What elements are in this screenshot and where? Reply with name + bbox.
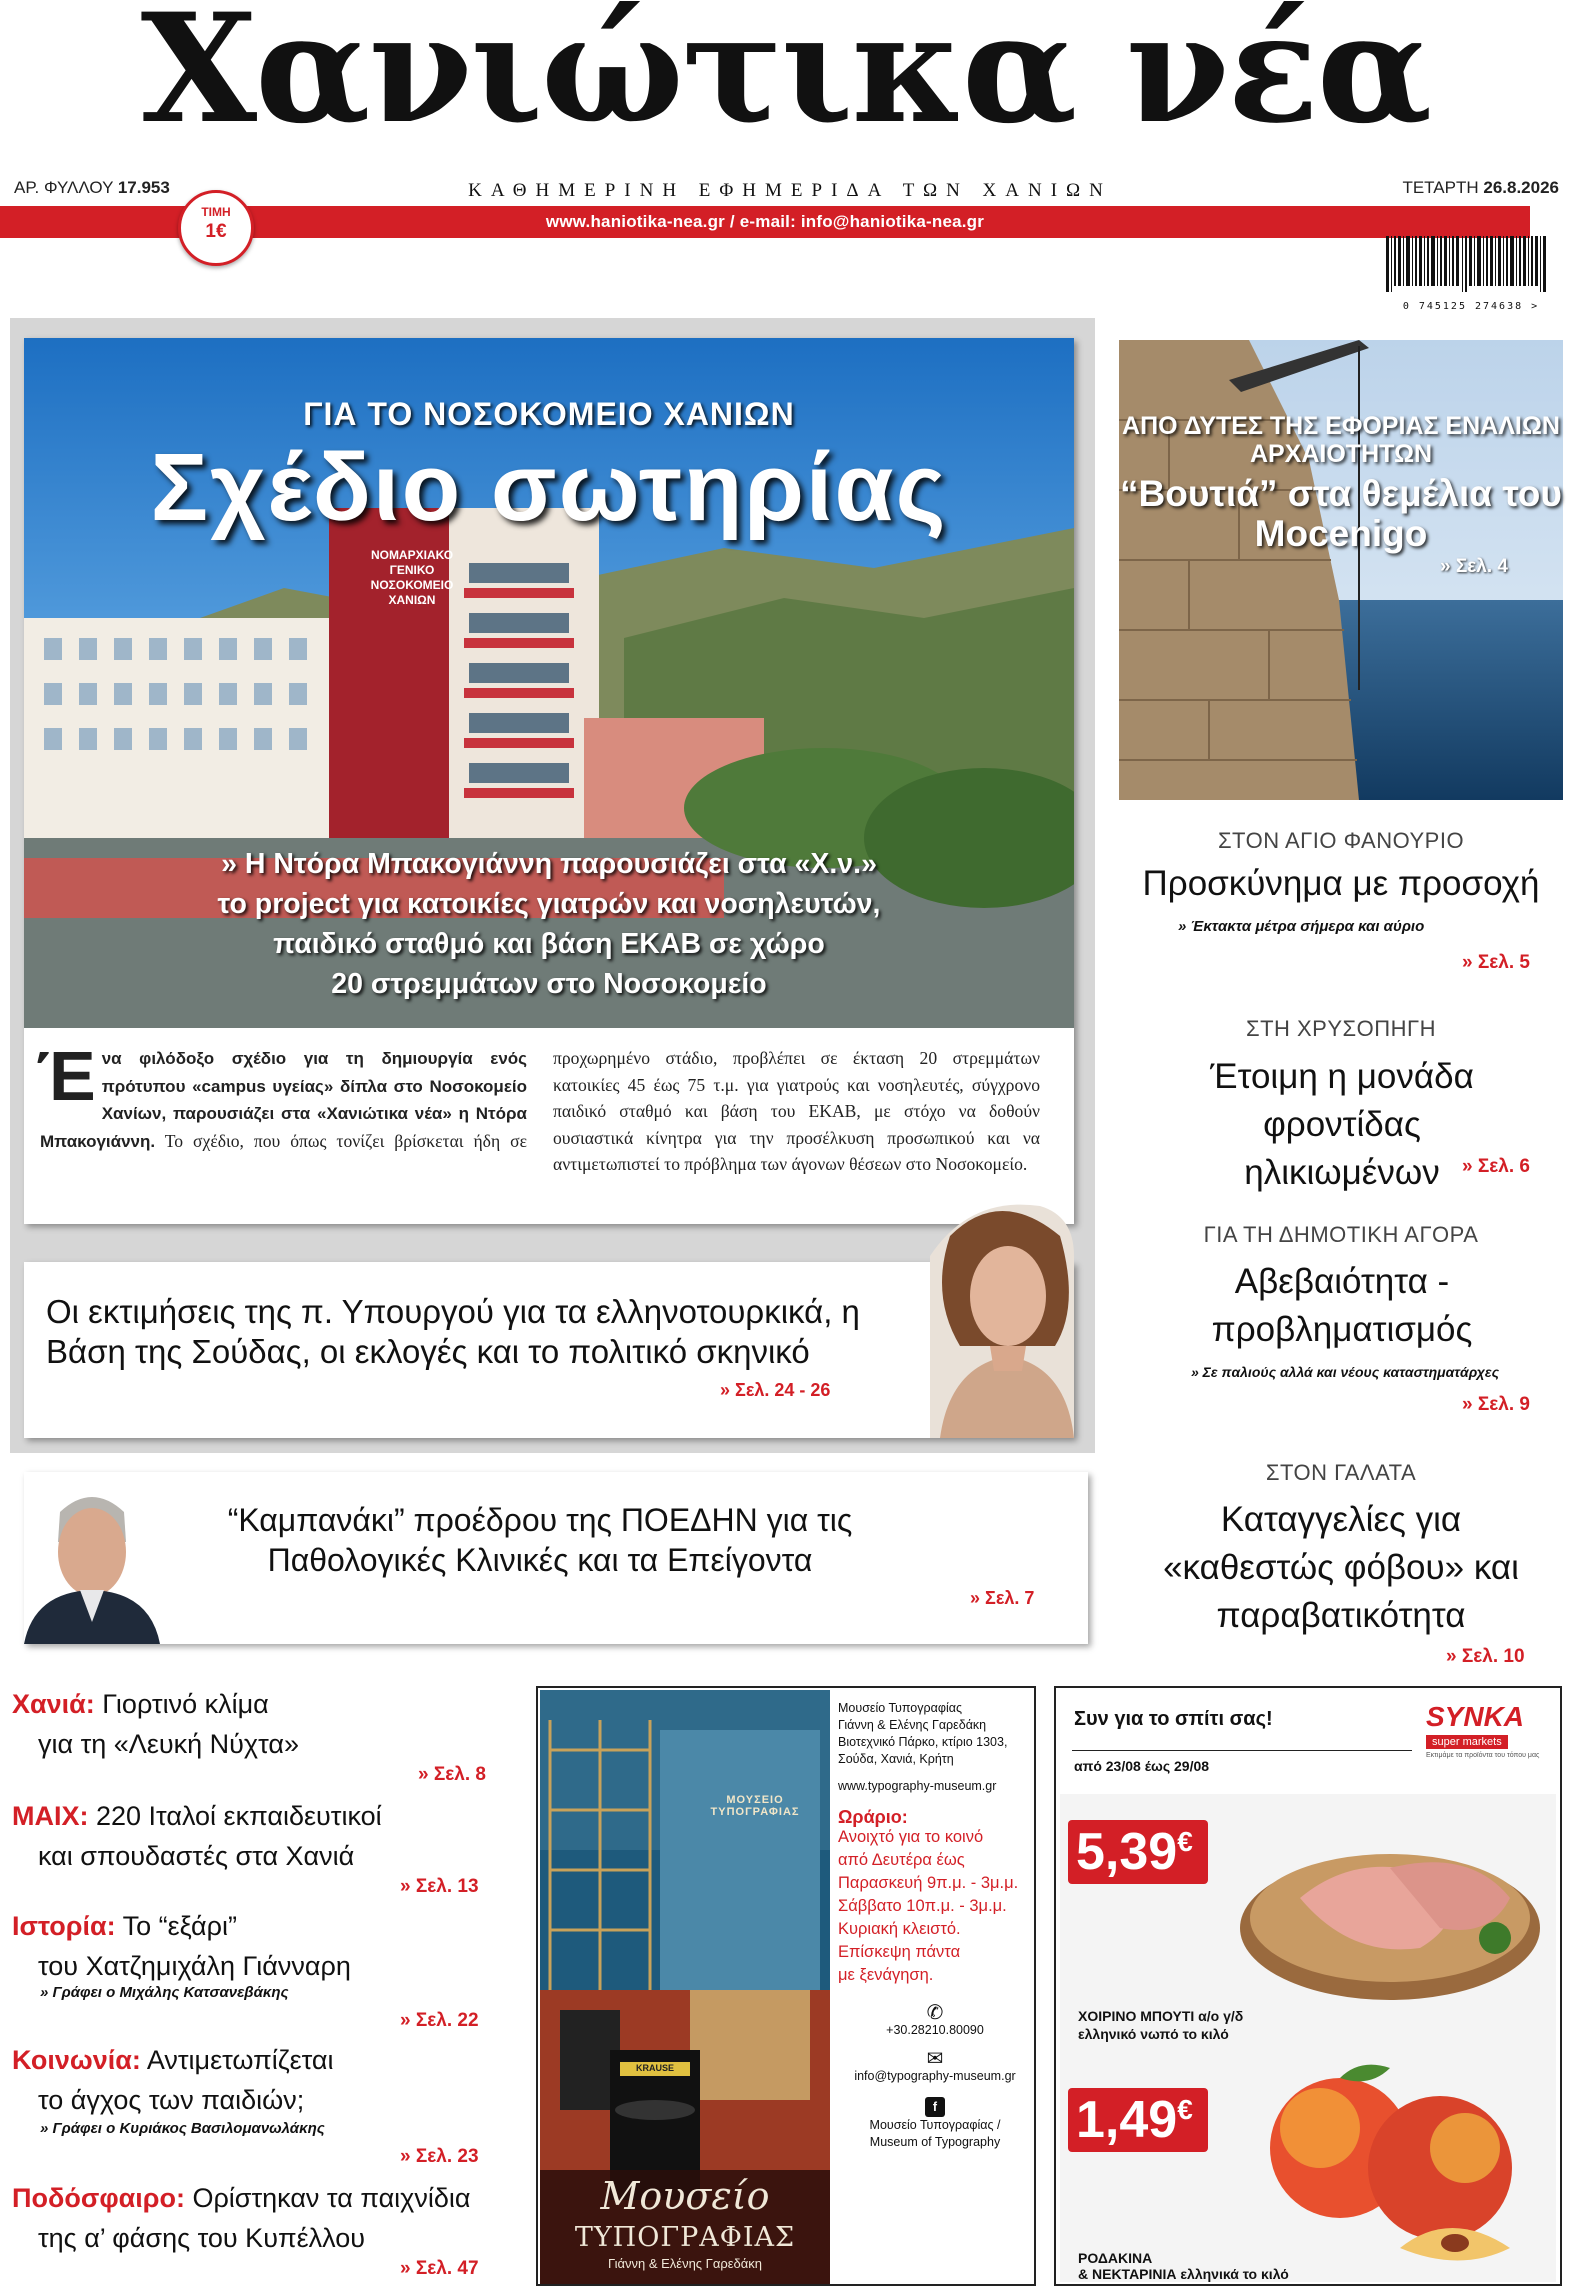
- main-lead: να φιλόδοξο σχέδιο για τη δημιουργία ενός πρότυπου «campus υγείας» δίπλα στο Νοσοκομείο Χανίων, παρουσιάζει στα «Χανιώτικα νέα» η Ντόρα Μπακογιάννη.: [40, 1049, 527, 1151]
- portrait-photo: [930, 1196, 1074, 1438]
- story-kicker: ΓΙΑ ΤΗ ΔΗΜΟΤΙΚΗ ΑΓΟΡΑ: [1203, 1222, 1479, 1247]
- press-label: KRAUSE: [635, 2063, 674, 2073]
- story-kicker: ΣΤΗ ΧΡΥΣΟΠΗΓΗ: [1245, 1016, 1437, 1041]
- offers-panel: [1060, 1794, 1556, 2282]
- mail-icon: ✉: [926, 2048, 944, 2070]
- main-body: [36, 1037, 1040, 1220]
- museum-logo-sub: Γιάννη & Ελένης Γαρεδάκη: [607, 2256, 763, 2271]
- museum-advertisement[interactable]: [536, 1686, 1036, 2286]
- story-headline[interactable]: Προσκύνημα με προσοχή: [1142, 864, 1540, 903]
- mocenigo-headline[interactable]: “Βουτιά” στα θεμέλια του Mocenigo: [1120, 473, 1562, 554]
- issue-number: ΑΡ. ΦΥΛΛΟΥ 17.953: [14, 178, 170, 197]
- price-tag: 5,39€: [1068, 1820, 1208, 1884]
- dropcap: Έ: [36, 1037, 96, 1115]
- story-sub: » Έκτακτα μέτρα σήμερα και αύριο: [1178, 918, 1425, 935]
- story-page-ref[interactable]: » Σελ. 10: [1446, 1646, 1525, 1667]
- issue-date: ΤΕΤΑΡΤΗ 26.8.2026: [1402, 178, 1559, 197]
- peach-image: [1250, 2058, 1540, 2278]
- masthead-title: Χανιώτικα νέα: [140, 0, 1431, 157]
- synka-dates: από 23/08 έως 29/08: [1074, 1758, 1210, 1774]
- main-deck: » Η Ντόρα Μπακογιάννη παρουσιάζει στα «Χ.ν.» το project για κατοικίες γιατρών και νοσηλευτών, παιδικό σταθμό και βάση ΕΚΑΒ σε χώρο 20 στρεμμάτων στο Νοσοκομείο: [217, 848, 881, 1000]
- brief-page-ref[interactable]: » Σελ. 13: [400, 1876, 479, 1897]
- story-page-ref[interactable]: » Σελ. 9: [1462, 1394, 1530, 1415]
- phone-icon: ✆: [926, 2002, 944, 2024]
- museum-email[interactable]: info@typography-museum.gr: [854, 2069, 1016, 2083]
- facebook-icon: f: [838, 2097, 1032, 2117]
- story-kicker: ΣΤΟΝ ΓΑΛΑΤΑ: [1265, 1460, 1417, 1485]
- brief-item[interactable]: Χανιά: Γιορτινό κλίμα για τη «Λευκή Νύχτα»: [12, 1689, 300, 1759]
- main-photo-overlay: [24, 338, 1074, 1028]
- building-sign: ΝΟΜΑΡΧΙΑΚΟ ΓΕΝΙΚΟ ΝΟΣΟΚΟΜΕΙΟ ΧΑΝΙΩΝ: [370, 548, 454, 607]
- story-page-ref[interactable]: » Σελ. 6: [1462, 1156, 1530, 1177]
- divider: [1072, 1750, 1412, 1751]
- story-page-ref[interactable]: » Σελ. 5: [1462, 952, 1530, 973]
- museum-info: Μουσείο Τυπογραφίας Γιάννη & Ελένης Γαρεδάκη Βιοτεχνικό Πάρκο, κτίριο 1303, Σούδα, Χανιά, Κρήτη www.typography-museum.gr Ωράριο: Ανοιχτό για το κοινό από Δευτέρα έως Παρασκευή 9π.μ. - 3μ.μ. Σάββατο 10π.μ. - 3μ.μ. Κυριακή κλειστό. Επίσκεψη πάντα με ξενάγηση. ✆ +30.28210.80090 ✉ info@typography-museum.gr f Μουσείο Τυπογραφίας / Museum of Typography: [838, 1700, 1032, 2151]
- museum-photo: [540, 1690, 830, 2284]
- brief-page-ref[interactable]: » Σελ. 47: [400, 2258, 479, 2279]
- brief-item[interactable]: ΜΑΙΧ: 220 Ιταλοί εκπαιδευτικοί και σπουδαστές στα Χανιά: [12, 1801, 382, 1871]
- product-detail: ελληνικό νωπό το κιλό: [1078, 2026, 1229, 2042]
- brief-byline: » Γράφει ο Μιχάλης Κατσανεβάκης: [40, 1984, 289, 2001]
- museum-logo-title: ΤΥΠΟΓΡΑΦΙΑΣ: [574, 2222, 796, 2253]
- main-body-text: Το σχέδιο, που όπως τονίζει βρίσκεται ήδη σε προχωρημένο στάδιο, προβλέπει σε έκταση 20 στρεμμάτων κατοικίες 45 έως 75 τ.μ. για γιατρούς και νοσηλευτές, σύγχρονο παιδικό σταθμό και βάση του ΕΚΑΒ, με στόχο να δοθούν ουσιαστικά κίνητρα για την προσέλκυση προσωπικού και να αντιμετωπιστεί το πρόβλημα των άγονων θέσεων στο Νοσοκομείο.: [155, 1048, 1040, 1174]
- product-detail: & ΝΕΚΤΑΡΙΝΙΑ ελληνικά το κιλό: [1078, 2266, 1289, 2282]
- main-headline[interactable]: Σχέδιο σωτηρίας: [150, 434, 948, 541]
- barcode: 0 745125 274638 >: [1386, 236, 1556, 298]
- product-name: ΧΟΙΡΙΝΟ ΜΠΟΥΤΙ α/ο γ/δ: [1078, 2008, 1244, 2024]
- poedhn-page-ref[interactable]: » Σελ. 7: [970, 1588, 1035, 1608]
- brief-page-ref[interactable]: » Σελ. 8: [418, 1764, 486, 1785]
- story-headline[interactable]: Αβεβαιότητα - προβληματισμός: [1211, 1262, 1473, 1349]
- synka-advertisement[interactable]: [1054, 1686, 1562, 2286]
- brief-page-ref[interactable]: » Σελ. 23: [400, 2146, 479, 2167]
- product-name: ΡΟΔΑΚΙΝΑ: [1078, 2250, 1153, 2266]
- wall-sign: ΜΟΥΣΕΙΟ ΤΥΠΟΓΡΑΦΙΑΣ: [710, 1794, 800, 1818]
- brief-item[interactable]: Ποδόσφαιρο: Ορίστηκαν τα παιχνίδια της α’ φάσης του Κυπέλλου: [12, 2183, 471, 2253]
- brief-byline: » Γράφει ο Κυριάκος Βασιλομανωλάκης: [40, 2120, 325, 2137]
- mocenigo-kicker: ΑΠΟ ΔΥΤΕΣ ΤΗΣ ΕΦΟΡΙΑΣ ΕΝΑΛΙΩΝ ΑΡΧΑΙΟΤΗΤΩΝ: [1122, 412, 1560, 468]
- main-kicker: ΓΙΑ ΤΟ ΝΟΣΟΚΟΜΕΙΟ ΧΑΝΙΩΝ: [303, 396, 795, 432]
- price-tag: 1,49€: [1068, 2088, 1208, 2152]
- synka-logo: SYNKA super markets Εκτιμάμε τα προϊόντα του τόπου μας: [1426, 1701, 1540, 1759]
- synka-headline: Συν για το σπίτι σας!: [1074, 1708, 1273, 1730]
- story-headline[interactable]: Έτοιμη η μονάδα φροντίδας ηλικιωμένων: [1210, 1057, 1474, 1192]
- portrait-photo: [24, 1472, 160, 1644]
- pork-image: [1240, 1808, 1540, 2008]
- brief-item[interactable]: Κοινωνία: Αντιμετωπίζεται το άγχος των παιδιών;: [12, 2045, 334, 2115]
- museum-phone[interactable]: +30.28210.80090: [886, 2023, 984, 2037]
- mocenigo-page-ref[interactable]: » Σελ. 4: [1440, 556, 1508, 577]
- museum-logo-script: Μουσείο: [600, 2174, 770, 2218]
- brief-page-ref[interactable]: » Σελ. 22: [400, 2010, 479, 2031]
- contact-links[interactable]: www.haniotika-nea.gr / e-mail: info@haniotika-nea.gr: [545, 212, 985, 231]
- interview-text[interactable]: Οι εκτιμήσεις της π. Υπουργού για τα ελληνοτουρκικά, η Βάση της Σούδας, οι εκλογές και το πολιτικό σκηνικό: [46, 1293, 860, 1370]
- brief-item[interactable]: Ιστορία: Το “εξάρι” του Χατζημιχάλη Γιάνναρη: [12, 1911, 351, 1981]
- story-kicker: ΣΤΟΝ ΑΓΙΟ ΦΑΝΟΥΡΙΟ: [1217, 828, 1465, 853]
- interview-page-ref[interactable]: » Σελ. 24 - 26: [720, 1380, 831, 1400]
- museum-website[interactable]: www.typography-museum.gr: [838, 1779, 997, 1793]
- poedhn-text[interactable]: “Καμπανάκι” προέδρου της ΠΟΕΔΗΝ για τις Παθολογικές Κλινικές και τα Επείγοντα: [227, 1502, 853, 1578]
- story-headline[interactable]: Καταγγελίες για «καθεστώς φόβου» και παραβατικότητα: [1163, 1500, 1519, 1635]
- price-badge: ΤΙΜΗ 1€: [178, 190, 254, 266]
- story-sub: » Σε παλιούς αλλά και νέους καταστηματάρχες: [1190, 1364, 1500, 1380]
- tagline: ΚΑΘΗΜΕΡΙΝΗ ΕΦΗΜΕΡΙΔΑ ΤΩΝ ΧΑΝΙΩΝ: [468, 180, 1112, 201]
